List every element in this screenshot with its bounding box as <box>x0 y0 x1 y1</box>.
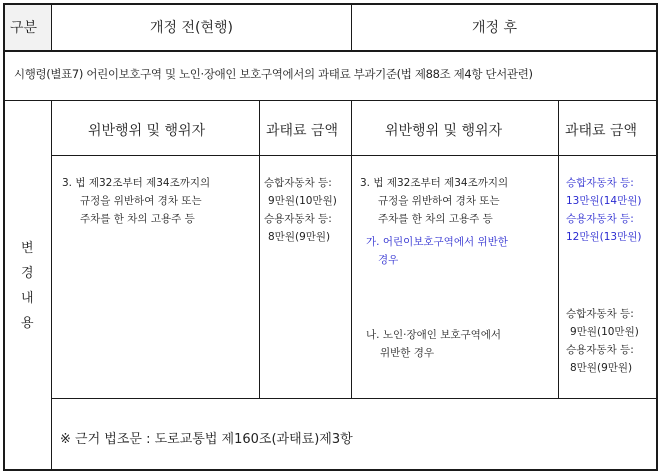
before-violation-line-2: 규정을 위반하여 경차 또는 <box>80 195 202 207</box>
after-fine-na-line-1: 승합자동차 등: <box>566 308 634 320</box>
law-title: 시행령(별표7) 어린이보호구역 및 노인·장애인 보호구역에서의 과태료 부과기준(법 제88조 제4항 단서관련) <box>14 67 533 81</box>
table-bottom-border <box>3 469 657 471</box>
after-fine-ga-line-2: 13만원(14만원) <box>566 195 642 207</box>
after-item-na-line-2: 위반한 경우 <box>380 347 435 359</box>
category-divider-top <box>51 3 52 51</box>
side-label-4: 용 <box>21 316 34 331</box>
legal-basis-note: ※ 근거 법조문 : 도로교통법 제160조(과태료)제3항 <box>60 432 353 447</box>
before-after-divider-top <box>351 3 352 51</box>
table-right-border <box>656 3 658 471</box>
after-fine-na-line-2: 9만원(10만원) <box>570 326 639 338</box>
after-fine-ga-line-4: 12만원(13만원) <box>566 231 642 243</box>
header-bottom-border <box>3 50 657 52</box>
after-fine-divider <box>558 100 559 399</box>
after-fine-ga-line-3: 승용자동차 등: <box>566 213 634 225</box>
table-left-border <box>3 3 5 471</box>
before-after-divider-body <box>351 100 352 399</box>
before-violation-line-3: 주차를 한 차의 고용주 등 <box>80 213 195 225</box>
side-label-1: 변 <box>21 241 34 256</box>
after-item-ga-line-1: 가. 어린이보호구역에서 위반한 <box>366 236 508 248</box>
category-divider-body <box>51 100 52 470</box>
side-label-2: 경 <box>21 266 34 281</box>
header-after: 개정 후 <box>472 20 518 36</box>
after-violation-line-3: 주차를 한 차의 고용주 등 <box>378 213 493 225</box>
table-top-border <box>3 3 657 5</box>
after-item-na-line-1: 나. 노인·장애인 보호구역에서 <box>366 329 502 341</box>
subheader-before-fine: 과태료 금액 <box>266 123 339 139</box>
subheader-before-violation: 위반행위 및 행위자 <box>88 123 206 139</box>
subheader-bottom-border <box>51 155 657 156</box>
after-fine-na-line-3: 승용자동차 등: <box>566 344 634 356</box>
body-bottom-border <box>51 398 657 399</box>
before-fine-line-2: 9만원(10만원) <box>268 195 337 207</box>
after-item-ga-line-2: 경우 <box>378 254 399 266</box>
after-fine-ga-line-1: 승합자동차 등: <box>566 177 634 189</box>
before-fine-line-3: 승용자동차 등: <box>264 213 332 225</box>
header-before: 개정 전(현행) <box>150 20 233 36</box>
before-fine-line-4: 8만원(9만원) <box>268 231 331 243</box>
after-fine-na-line-4: 8만원(9만원) <box>570 362 633 374</box>
after-violation-line-1: 3. 법 제32조부터 제34조까지의 <box>360 177 509 189</box>
before-fine-divider <box>259 100 260 399</box>
before-fine-line-1: 승합자동차 등: <box>264 177 332 189</box>
side-label-3: 내 <box>21 291 34 306</box>
header-category: 구분 <box>10 20 38 36</box>
before-violation-line-1: 3. 법 제32조부터 제34조까지의 <box>62 177 211 189</box>
after-violation-line-2: 규정을 위반하여 경차 또는 <box>378 195 500 207</box>
subheader-after-violation: 위반행위 및 행위자 <box>385 123 503 139</box>
subheader-after-fine: 과태료 금액 <box>565 123 638 139</box>
